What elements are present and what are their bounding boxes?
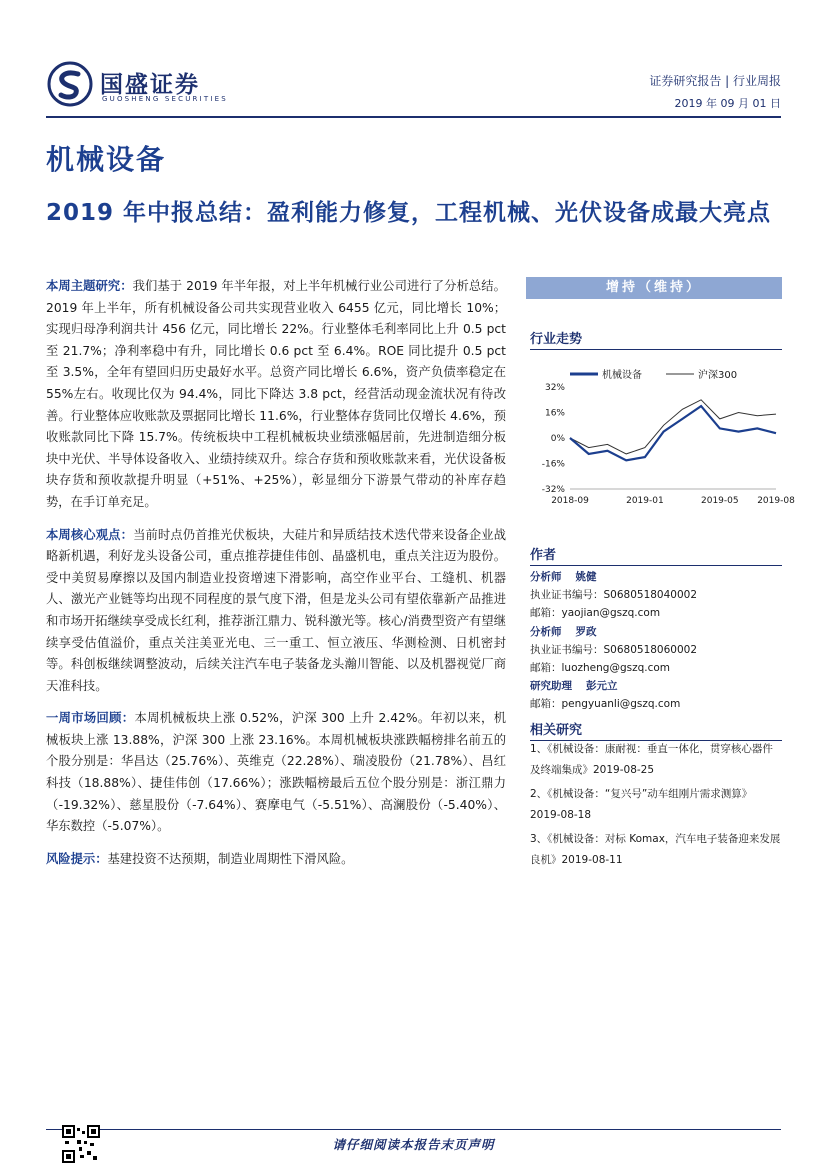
x-tick-label: 2019-08: [757, 496, 795, 506]
legend-label-machinery: 机械设备: [602, 370, 642, 381]
market-review-text: 本周机械板块上涨 0.52%，沪深 300 上升 2.42%。年初以来，机械板块上涨 13.88%，沪深 300 上涨 23.16%。本周机械板块涨跌幅榜排名前五的个股分别是：华昌达（25.76%）、英维克（22.28%）、瑞凌股份（21.78%）、昌红科技（18.88%）、捷佳伟创（17.66%）；涨跌幅榜最后五位个股分别是：浙江鼎力（-19.32%）、慈星股份（-7.64%）、赛摩电气（-5.51%）、高澜股份（-5.40%）、华东数控（-5.07%）。: [46, 711, 506, 834]
report-date: 2019 年 09 月 01 日: [674, 97, 781, 110]
related-item[interactable]: 2、《机械设备：“复兴号”动车组刚片需求测算》2019-08-18: [530, 788, 753, 821]
series-line-machinery: [570, 406, 776, 460]
authors-list: [530, 568, 782, 714]
y-tick-label: 32%: [544, 383, 565, 393]
core-view-lead: 本周核心观点：: [46, 527, 134, 542]
author-entry: [530, 623, 782, 641]
market-review-lead: 一周市场回顾：: [46, 711, 135, 726]
footer-disclaimer: 请仔细阅读本报告末页声明: [332, 1137, 495, 1152]
author-name: 罗政: [575, 625, 597, 638]
y-tick-label: -32%: [541, 485, 565, 495]
related-item[interactable]: 1、《机械设备：康耐视：垂直一体化，贯穿核心器件及终端集成》2019-08-25: [530, 743, 773, 776]
related-research-list: [530, 739, 782, 874]
author-role: 研究助理: [530, 680, 572, 693]
author-name: 姚健: [575, 571, 597, 583]
series-line-csi300: [570, 400, 776, 454]
legend-label-csi300: 沪深300: [698, 370, 738, 381]
company-logo: [48, 62, 228, 112]
logo-text-en: GUOSHENG SECURITIES: [102, 95, 228, 103]
logo-text-cn: 国盛证券: [100, 72, 200, 98]
author-role: 分析师: [530, 571, 562, 583]
y-tick-label: 0%: [550, 434, 565, 444]
rating-badge: 增持（维持）: [526, 277, 782, 299]
core-view-text: 当前时点仍首推光伏板块，大硅片和异质结技术迭代带来设备企业战略新机遇，利好龙头设备公司，重点推荐捷佳伟创、晶盛机电，重点关注迈为股份。受中美贸易摩擦以及国内制造业投资增速下滑影响，高空作业平台、工缝机、机器人、激光产业链等均出现不同程度的景气度下滑，但是龙头公司有望依靠新产品推进和市场开拓继续享受成长红利，推荐浙江鼎力、锐科激光等。核心/消费型资产有望继续享受估值溢价，重点关注美亚光电、三一重工、恒立液压、华测检测、日机密封等。科创板继续调整波动，后续关注汽车电子装备龙头瀚川智能、以及机器视觉厂商天准科技。: [46, 527, 506, 693]
author-name: 彭元立: [586, 680, 618, 693]
header-divider: [46, 116, 781, 118]
author-email[interactable]: 邮箱：yaojian@gszq.com: [530, 607, 661, 620]
main-body: [46, 276, 506, 881]
y-tick-label: -16%: [541, 459, 565, 470]
risk-paragraph: [46, 849, 506, 871]
related-section-title: 相关研究: [530, 719, 782, 741]
author-email[interactable]: 邮箱：luozheng@gszq.com: [530, 662, 671, 675]
market-review-paragraph: [46, 708, 506, 838]
chart-legend: [570, 368, 737, 381]
risk-lead: 风险提示：: [46, 851, 108, 866]
industry-title: 机械设备: [46, 143, 167, 176]
theme-paragraph: [46, 276, 506, 514]
x-tick-label: 2019-05: [701, 496, 739, 506]
authors-section-title: 作者: [530, 544, 782, 566]
author-cert: 执业证书编号：S0680518060002: [530, 643, 698, 656]
report-type: 证券研究报告 | 行业周报: [649, 74, 781, 88]
risk-text: 基建投资不达预期，制造业周期性下滑风险。: [107, 851, 354, 866]
trend-section-title: 行业走势: [530, 328, 782, 350]
core-view-paragraph: [46, 525, 506, 698]
author-entry: [530, 677, 782, 695]
industry-trend-chart: [532, 365, 795, 515]
theme-lead: 本周主题研究：: [46, 279, 133, 293]
y-tick-label: 16%: [544, 408, 565, 419]
x-tick-label: 2018-09: [551, 496, 589, 506]
author-role: 分析师: [530, 625, 562, 638]
x-tick-label: 2019-01: [626, 496, 664, 506]
footer-divider: [46, 1129, 781, 1130]
logo-icon: [48, 62, 92, 106]
author-email[interactable]: 邮箱：pengyuanli@gszq.com: [530, 698, 681, 711]
author-cert: 执业证书编号：S0680518040002: [530, 589, 698, 602]
theme-text: 我们基于 2019 年半年报，对上半年机械行业公司进行了分析总结。2019 年上半年，所有机械设备公司共实现营业收入 6455 亿元，同比增长 10%；实现归母净利润共计 456 亿元，同比增长 22%。行业整体毛利率同比上升 0.5 pct 至 21.7%；净利率稳中有升，同比增长 0.6 pct 至 6.4%。ROE 同比提升 0.5 pct 至 3.5%，全年有望回归历史最好水平。总资产同比增长 6.6%，资产负债率稳定在 55%左右。收现比仅为 94.4%，同比下降达 3.8 pct，经营活动现金流状况有待改善。行业整体应收账款及票据同比增长 11.6%，行业整体存货同比仅增长 4.6%，预收账款同比下降 15.7%。传统板块中工程机械板块业绩涨幅居前，先进制造细分板块中光伏、半导体设备收入、业绩持续双升。综合存货和预收账款来看，光伏设备板块存货和预收款提升明显（+51%、+25%），彰显细分下游景气带动的补库存趋势，在手订单充足。: [46, 279, 506, 509]
related-item[interactable]: 3、《机械设备：对标 Komax，汽车电子装备迎来发展良机》2019-08-11: [530, 833, 781, 866]
author-entry: [530, 568, 782, 586]
report-headline: 2019 年中报总结：盈利能力修复，工程机械、光伏设备成最大亮点: [46, 200, 772, 226]
